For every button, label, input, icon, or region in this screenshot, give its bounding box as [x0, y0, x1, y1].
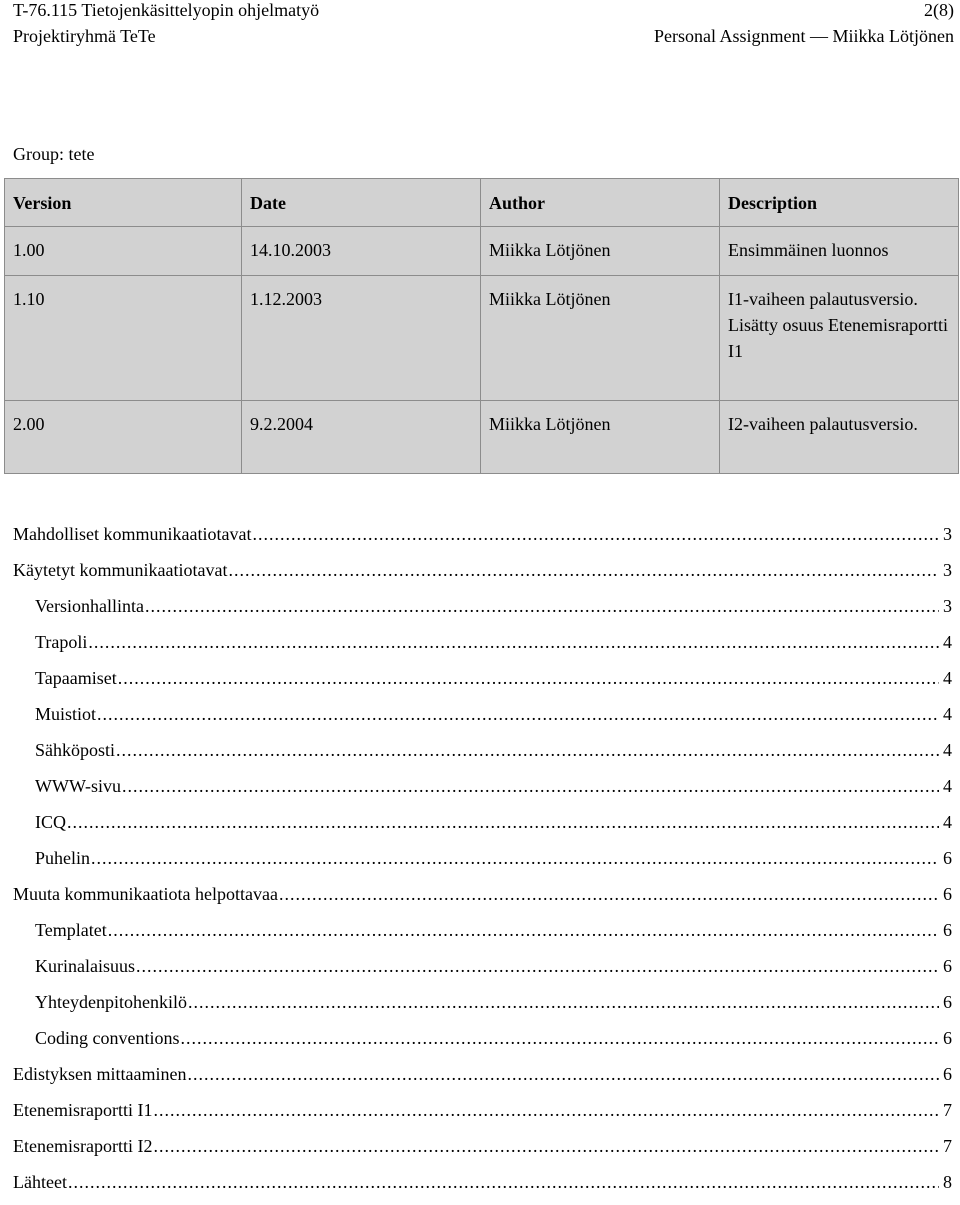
- toc-leader-dots: [97, 701, 939, 727]
- toc-entry[interactable]: [13, 989, 952, 1025]
- toc-entry-title: Sähköposti: [35, 737, 116, 763]
- toc-leader-dots: [118, 665, 939, 691]
- toc-entry[interactable]: [13, 917, 952, 953]
- toc-leader-dots: [279, 881, 939, 907]
- toc-entry-title: Puhelin: [35, 845, 91, 871]
- toc-leader-dots: [68, 1169, 939, 1195]
- description-cell: I1-vaiheen palautusversio. Lisätty osuus Etenemisraportti I1: [720, 276, 959, 401]
- table-row: [5, 401, 959, 474]
- column-header-version: Version: [5, 179, 242, 227]
- toc-entry-page: 6: [939, 1025, 952, 1051]
- toc-entry[interactable]: [13, 521, 952, 557]
- toc-leader-dots: [153, 1133, 939, 1159]
- date-cell: 1.12.2003: [242, 276, 481, 401]
- toc-leader-dots: [88, 629, 939, 655]
- toc-entry-page: 6: [939, 953, 952, 979]
- toc-entry-page: 6: [939, 989, 952, 1015]
- toc-leader-dots: [122, 773, 939, 799]
- toc-entry[interactable]: [13, 593, 952, 629]
- toc-entry[interactable]: [13, 1025, 952, 1061]
- toc-entry-title: Kurinalaisuus: [35, 953, 136, 979]
- group-label: Group: tete: [13, 144, 95, 164]
- toc-entry-page: 3: [939, 557, 952, 583]
- table-of-contents: [13, 521, 952, 1205]
- version-cell: 2.00: [5, 401, 242, 474]
- toc-entry-page: 4: [939, 629, 952, 655]
- toc-entry-title: WWW-sivu: [35, 773, 122, 799]
- author-cell: Miikka Lötjönen: [481, 276, 720, 401]
- version-cell: 1.00: [5, 227, 242, 276]
- toc-leader-dots: [108, 917, 939, 943]
- toc-entry-page: 6: [939, 1061, 952, 1087]
- version-history-table: [4, 178, 959, 474]
- page-header-bottom: [13, 24, 954, 48]
- toc-entry-page: 7: [939, 1097, 952, 1123]
- toc-entry[interactable]: [13, 809, 952, 845]
- toc-leader-dots: [116, 737, 939, 763]
- column-header-description: Description: [720, 179, 959, 227]
- author-cell: Miikka Lötjönen: [481, 227, 720, 276]
- toc-leader-dots: [252, 521, 939, 547]
- toc-leader-dots: [153, 1097, 939, 1123]
- toc-entry-page: 4: [939, 809, 952, 835]
- date-cell: 14.10.2003: [242, 227, 481, 276]
- date-cell: 9.2.2004: [242, 401, 481, 474]
- toc-entry[interactable]: [13, 845, 952, 881]
- toc-entry[interactable]: [13, 953, 952, 989]
- toc-entry-title: Yhteydenpitohenkilö: [35, 989, 188, 1015]
- toc-leader-dots: [136, 953, 939, 979]
- toc-entry-title: Käytetyt kommunikaatiotavat: [13, 557, 228, 583]
- toc-entry-title: ICQ: [35, 809, 67, 835]
- toc-entry-title: Edistyksen mittaaminen: [13, 1061, 187, 1087]
- toc-entry-title: Templatet: [35, 917, 108, 943]
- toc-entry-title: Etenemisraportti I2: [13, 1133, 153, 1159]
- table-row: [5, 276, 959, 401]
- page-number: 2(8): [924, 0, 954, 20]
- toc-entry[interactable]: [13, 1133, 952, 1169]
- toc-entry-title: Muistiot: [35, 701, 97, 727]
- description-cell: Ensimmäinen luonnos: [720, 227, 959, 276]
- toc-leader-dots: [181, 1025, 940, 1051]
- toc-entry-page: 4: [939, 773, 952, 799]
- toc-entry-page: 4: [939, 737, 952, 763]
- toc-entry-title: Versionhallinta: [35, 593, 145, 619]
- version-cell: 1.10: [5, 276, 242, 401]
- toc-entry-page: 4: [939, 665, 952, 691]
- toc-entry-page: 3: [939, 593, 952, 619]
- toc-entry[interactable]: [13, 1061, 952, 1097]
- document-title: Personal Assignment — Miikka Lötjönen: [654, 26, 954, 46]
- toc-leader-dots: [188, 989, 939, 1015]
- toc-entry-page: 4: [939, 701, 952, 727]
- page-header-top: [13, 0, 954, 22]
- toc-entry-title: Mahdolliset kommunikaatiotavat: [13, 521, 252, 547]
- toc-entry-title: Lähteet: [13, 1169, 68, 1195]
- project-group-name: Projektiryhmä TeTe: [13, 26, 156, 46]
- toc-entry[interactable]: [13, 773, 952, 809]
- toc-entry-title: Tapaamiset: [35, 665, 118, 691]
- toc-entry[interactable]: [13, 737, 952, 773]
- toc-leader-dots: [67, 809, 939, 835]
- toc-entry-page: 6: [939, 917, 952, 943]
- toc-leader-dots: [91, 845, 939, 871]
- toc-entry-page: 3: [939, 521, 952, 547]
- author-cell: Miikka Lötjönen: [481, 401, 720, 474]
- toc-leader-dots: [145, 593, 939, 619]
- column-header-date: Date: [242, 179, 481, 227]
- toc-entry-title: Etenemisraportti I1: [13, 1097, 153, 1123]
- toc-leader-dots: [187, 1061, 939, 1087]
- toc-entry-page: 7: [939, 1133, 952, 1159]
- table-header-row: [5, 179, 959, 227]
- toc-entry-title: Coding conventions: [35, 1025, 181, 1051]
- column-header-author: Author: [481, 179, 720, 227]
- toc-leader-dots: [228, 557, 939, 583]
- toc-entry[interactable]: [13, 557, 952, 593]
- description-cell: I2-vaiheen palautusversio.: [720, 401, 959, 474]
- toc-entry[interactable]: [13, 629, 952, 665]
- toc-entry-page: 6: [939, 881, 952, 907]
- course-name: T-76.115 Tietojenkäsittelyopin ohjelmatyö: [13, 0, 320, 20]
- toc-entry-page: 8: [939, 1169, 952, 1195]
- toc-entry-page: 6: [939, 845, 952, 871]
- table-row: [5, 227, 959, 276]
- toc-entry-title: Trapoli: [35, 629, 88, 655]
- toc-entry[interactable]: [13, 665, 952, 701]
- toc-entry-title: Muuta kommunikaatiota helpottavaa: [13, 881, 279, 907]
- toc-entry[interactable]: [13, 701, 952, 737]
- toc-entry[interactable]: [13, 1097, 952, 1133]
- toc-entry[interactable]: [13, 881, 952, 917]
